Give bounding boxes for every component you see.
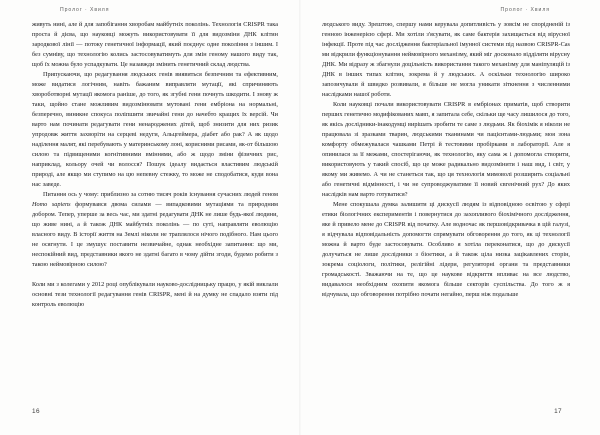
paragraph-text-after-italic: формувався двома силами — випадковими мутаціями та природним добором. Тепер, уперше за весь час, ми здатні редагувати ДНК не лише будь-якої людини, що живе нині, а й також ДНК майбутніх поколінь — по суті, направляти еволюцію власного виду. В історії життя на Землі ніколи не траплялося нічого подібного. Нам цього не осягнути. І це змушує поставити незвичайне, однак необхідне запитання: що ми, неспокійний вид, представники якого не здатні багато в чому дійти згоди, будемо робити з такою неймовірною силою? <box>32 201 278 269</box>
italic-term: Homo sapiens <box>32 201 71 209</box>
page-number-left: 16 <box>32 408 40 415</box>
paragraph: Припускаючи, що редагування людських генів виявиться безпечним та ефективним, може видатися логічним, навіть бажаним виправляти мутації, які спричиняють хвороботворні мутації якомога раніше, до того, як згубні гени почнуть шкодити. І знову ж таки, щойно стане можливим видозмінювати мутовані гени ембріона на нормальні, безперечно, виникне спокуса поліпшити звичайні гени до начебто кращих їх версій. Чи варто нам починати редагувати гени ненароджених дітей, щоб знизити для них ризик упродовж життя захворіти на серцеві недуги, Альцгеймера, діабет або рак? А як щодо наділення малят, які перебувають у материнському лоні, корисними рисами, як-от більшою силою та підвищеними когнітивними вміннями, або ж щодо зміни фізичних рис, наприклад, кольору очей чи волосся? Пошук ідеалу видається властивим людській природі, але якщо ми ступимо на цю непевну стежку, то може не сподобатися, куди вона нас заведе. <box>32 71 278 189</box>
body-text-left <box>32 20 278 310</box>
body-text-right <box>322 20 570 300</box>
paragraph: Коли ми з колегами у 2012 році опублікували науково-дослідницьку працю, у якій виклали основні тези технології редагування генів CRISPR, мені й на думку не спадало взяти під контроль еволюцію <box>32 280 278 308</box>
running-head-left: Пролог · Хвиля <box>60 7 110 13</box>
paragraph-with-italic <box>32 190 278 270</box>
paragraph: Коли науковці почали використовувати CRISPR в ембріонах приматів, щоб створити перших генетично модифікованих мавп, я запитала себе, скільки ще часу лишилося до того, як якісь дослідники-інакодумці вирішать зробити те саме з людьми. Як біохімік я ніколи не працювала зі зразками тварин, людськими тканинами чи пацієнтами-людьми; моя зона комфорту обмежувалася чашками Петрі й тестовими пробірками в лабораторії. Але я опинилася за її межами, спостерігаючи, як технологію, яку сама ж і допомогла створити, використовують у такий спосіб, що це може радикально видозмінити і наш вид, і світ, у якому ми живемо. А чи не станеться так, що ця технологія мимоволі розширить соціальні або генетичні відмінності, і чи не супроводжуватиме її новий євгенічний рух? До яких наслідків нам варто готуватися? <box>322 101 570 199</box>
paragraph-text-before-italic: Питання ось у чому: приблизно за сотню тисяч років існування сучасних людей геном <box>43 191 278 199</box>
paragraph: людського виду. Зрештою, спершу нами керувала допитливість у зовсім не спорідненій із генною інженерією сфері. Ми хотіли з'ясувати, як саме бактерія захищається від вірусної інфекції. Проте під час дослідження бактеріальної імунної системи під назвою CRISPR-Cas ми відкрили функціонування неймовірного механізму, який міг досконало відділяти вірусну ДНК. Ми відразу ж збагнули доцільність використання такого механізму для маніпуляцій із ДНК в інших типах клітин, зокрема й у людських. А оскільки технологію широко запозичували й швидко розвивали, я більше не могла уникати зіткнення з численними наслідками нашої роботи. <box>322 21 570 99</box>
running-head-right: Пролог · Хвиля <box>500 7 550 13</box>
paragraph: живуть нині, але й для запобігання хворобам майбутніх поколінь. Технологія CRISPR така проста й дієва, що науковці можуть використовувати її для видозміни ДНК клітин зародкової лінії — потоку генетичної інформації, який поєднує одне покоління з іншим. І без сумніву, що технологію колись застосовуватимуть для змін геному нашого виду так, щоб їх можна було успадкувати. Це назавжди змінить генетичний склад людства. <box>32 21 278 69</box>
page-number-right: 17 <box>554 408 562 415</box>
page-right <box>300 0 600 435</box>
paragraph: Мене спокушала думка залишити ці дискусії людям із відповідною освітою у сфері етики біологічних експериментів і повернутися до захопливого біохімічного дослідження, яке й привело мене до CRISPR від початку. Але водночас як першовідкривачка в цій галузі, я відчувала відповідальність допомогти спрямувати обговорення до того, як ці технології можна й варто буде застосовувати. Особливо я хотіла переконатися, що до дискусії долучаться не лише дослідники з біоетики, а й також ціла низка зацікавлених сторін, зокрема соціологи, політики, релігійні лідери, регуляторні органи та представники громадськості. Зважаючи на те, що це наукове відкриття впливає на все людство, видавалося необхідним охопити якомога більше секторів суспільства. До того ж я відчувала, що обговорення потрібно почати негайно, перш ніж подальше <box>322 201 570 299</box>
